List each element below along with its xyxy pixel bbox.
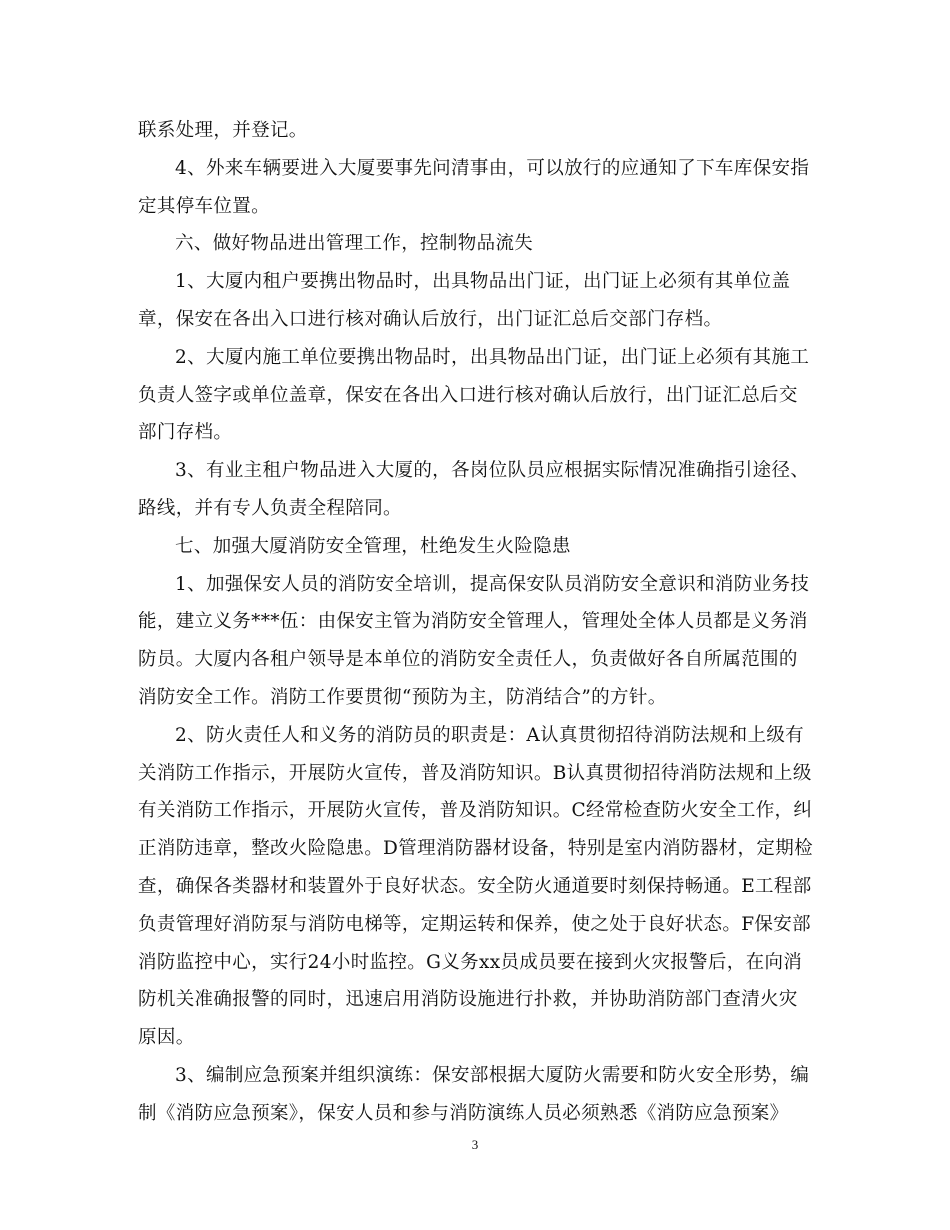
text-line: 路线，并有专人负责全程陪同。 [138, 497, 402, 519]
text-line: 部门存档。 [138, 422, 233, 444]
text-line: 3、编制应急预案并组织演练：保安部根据大厦防火需要和防火安全形势，编 [175, 1064, 810, 1086]
document-body [138, 112, 812, 1133]
text-line: 4、外来车辆要进入大厦要事先问清事由，可以放行的应通知了下车库保安指 [175, 157, 810, 179]
text-line: 制《消防应急预案》，保安人员和参与消防演练人员必须熟悉《消防应急预案》 [138, 1102, 789, 1124]
text-line: 消防安全工作。消防工作要贯彻“预防为主，防消结合”的方针。 [138, 686, 667, 708]
text-line: 章，保安在各出入口进行核对确认后放行，出门证汇总后交部门存档。 [138, 308, 723, 330]
text-line: 有关消防工作指示，开展防火宣传，普及消防知识。C经常检查防火安全工作，纠 [138, 800, 813, 822]
page-number: 3 [471, 1137, 479, 1152]
text-line: 联系处理，并登记。 [138, 120, 308, 141]
text-line: 消防监控中心，实行24小时监控。G义务xx员成员要在接到火灾报警后，在向消 [138, 951, 803, 973]
text-line: 2、防火责任人和义务的消防员的职责是：A认真贯彻招待消防法规和上级有 [175, 724, 805, 746]
section-heading: 六、做好物品进出管理工作，控制物品流失 [175, 233, 534, 255]
text-line: 正消防违章，整改火险隐患。D管理消防器材设备，特别是室内消防器材，定期检 [138, 838, 813, 860]
text-line: 原因。 [138, 1027, 195, 1049]
text-line: 关消防工作指示，开展防火宣传，普及消防知识。B认真贯彻招待消防法规和上级 [138, 762, 812, 784]
text-line: 1、大厦内租户要携出物品时，出具物品出门证，出门证上必须有其单位盖 [175, 271, 791, 293]
text-line: 查，确保各类器材和装置外于良好状态。安全防火通道要时刻保持畅通。E工程部 [138, 875, 812, 897]
text-line: 3、有业主租户物品进入大厦的，各岗位队员应根据实际情况准确指引途径、 [175, 460, 810, 482]
text-line: 防机关准确报警的同时，迅速启用消防设施进行扑救，并协助消防部门查清火灾 [138, 989, 798, 1011]
text-line: 防员。大厦内各租户领导是本单位的消防安全责任人，负责做好各自所属范围的 [138, 649, 798, 671]
text-line: 1、加强保安人员的消防安全培训，提高保安队员消防安全意识和消防业务技 [175, 573, 810, 595]
section-heading: 七、加强大厦消防安全管理，杜绝发生火险隐患 [175, 535, 571, 557]
text-line: 负责人签字或单位盖章，保安在各出入口进行核对确认后放行，出门证汇总后交 [138, 384, 798, 406]
text-line: 负责管理好消防泵与消防电梯等，定期运转和保养，使之处于良好状态。F保安部 [138, 913, 811, 935]
text-line: 定其停车位置。 [138, 195, 270, 217]
text-line: 能，建立义务***伍：由保安主管为消防安全管理人，管理处全体人员都是义务消 [138, 611, 808, 633]
text-line: 2、大厦内施工单位要携出物品时，出具物品出门证，出门证上必须有其施工 [175, 346, 810, 368]
